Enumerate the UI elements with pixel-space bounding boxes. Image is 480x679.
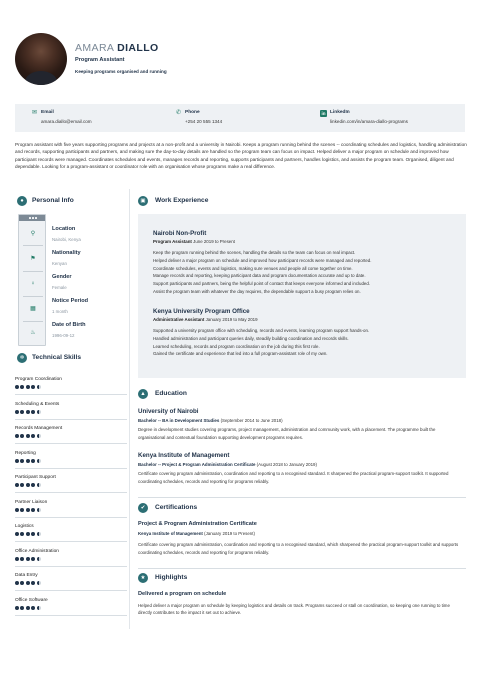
rating-dot	[31, 483, 35, 487]
job-bullet: Handled administration and participant queries daily, steadily building coordination and records skills.	[153, 336, 349, 341]
rating-dot	[15, 532, 19, 536]
skill-divider	[15, 615, 127, 616]
skill-divider	[15, 394, 127, 395]
work-experience-box	[138, 214, 466, 378]
rating-dot	[31, 557, 35, 561]
job-bullet: Supported a university program office with scheduling, records and events, learning program support hands-on.	[153, 328, 370, 334]
job-bullet: Assist the program team with whatever the day requires, the dependable support a busy program relies on.	[153, 288, 361, 294]
job-org: Kenya University Program Office	[153, 308, 250, 315]
rating-dot	[20, 581, 24, 585]
contact-value: linkedin.com/in/amara-diallo-programs	[330, 119, 408, 124]
certifications-title: Certifications	[155, 504, 198, 511]
skill-divider	[15, 419, 127, 420]
skill-name: Records Management	[15, 426, 63, 431]
calendar-icon: ▦	[30, 306, 36, 312]
edu-degree: Bachelor -- Project & Program Administration Certificate	[138, 462, 256, 468]
info-value: Nairobi, Kenya	[52, 236, 81, 242]
edu-school: Kenya Institute of Management	[138, 452, 230, 459]
edu-degree: Bachelor -- BA in Development Studies	[138, 418, 220, 424]
skill-rating	[15, 606, 42, 611]
rating-dot	[15, 410, 19, 414]
skill-item	[15, 402, 127, 408]
certificate-icon: ✔	[138, 503, 148, 513]
personal-info-title: Personal Info	[32, 197, 74, 204]
contact-value: amara.diallo@email.com	[41, 119, 92, 124]
skill-rating	[15, 581, 42, 586]
info-value: 1 month	[52, 308, 68, 314]
linkedin-icon: in	[321, 111, 326, 116]
skill-rating	[15, 532, 42, 537]
rating-dot	[26, 606, 30, 610]
job-bullet: Gained the certificate and experience that led into a full program-assistant role of my own.	[153, 351, 328, 357]
contact-label: Phone	[185, 110, 200, 115]
edu-dates: (August 2018 to January 2019)	[256, 462, 317, 468]
skill-name: Office Administration	[15, 548, 59, 554]
edu-degree-line	[138, 418, 463, 424]
info-label: Date of Birth	[52, 322, 86, 328]
skill-item	[15, 598, 127, 604]
skill-divider	[15, 492, 127, 493]
skill-divider	[15, 443, 127, 444]
work-title: Work Experience	[155, 197, 209, 204]
education-entry	[138, 452, 463, 486]
location-icon: ⚲	[30, 231, 36, 237]
job-dates: June 2019 to Present	[193, 239, 235, 245]
panel-header	[19, 215, 45, 221]
rating-dot	[15, 459, 19, 463]
rating-dot	[26, 532, 30, 536]
certification-entry	[138, 521, 463, 557]
section-divider	[138, 497, 466, 498]
column-divider	[129, 189, 130, 629]
rating-dot	[31, 606, 35, 610]
info-value: 1996-09-12	[52, 332, 75, 338]
job-role-line	[153, 317, 453, 323]
rating-dot	[20, 434, 24, 438]
rating-dot	[15, 606, 19, 610]
skill-rating	[15, 459, 42, 464]
rating-dot	[26, 410, 30, 414]
section-divider	[138, 568, 466, 569]
rating-dot	[31, 581, 35, 585]
rating-dot	[26, 557, 30, 561]
edu-school: University of Nairobi	[138, 408, 199, 415]
skill-item	[15, 475, 127, 481]
first-name: AMARA	[75, 42, 114, 54]
briefcase-icon: ▣	[138, 196, 148, 206]
edu-description: Degree in development studies covering programs, project management, administration and community work, with a placement. The programme built the organisational and contextual foundation supporting development programs requires.	[138, 427, 436, 440]
skill-item	[15, 573, 127, 579]
rating-dot	[20, 508, 24, 512]
info-label: Location	[52, 226, 76, 232]
highlights-title: Highlights	[155, 574, 188, 581]
person-icon: ●	[17, 196, 27, 206]
skill-name: Participant Support	[15, 475, 56, 480]
job-entry	[153, 308, 453, 358]
rating-dot	[31, 385, 35, 389]
skill-rating	[15, 508, 42, 513]
rating-dot	[26, 434, 30, 438]
rating-dot	[37, 606, 41, 610]
rating-dot	[20, 459, 24, 463]
rating-dot	[15, 483, 19, 487]
gender-icon: ♀	[30, 281, 36, 287]
personal-info-panel	[18, 214, 46, 346]
rating-dot	[37, 459, 41, 463]
rating-dot	[20, 385, 24, 389]
skill-name: Office Software	[15, 597, 48, 603]
highlight-description: Helped deliver a major program on schedule by keeping logistics and details on track. Programs succeed or stall on coordination, so keeping one running to time directly contributes to the impact it set out to achieve.	[138, 602, 450, 616]
skill-rating	[15, 410, 42, 415]
cake-icon: ♨	[30, 330, 36, 336]
skill-divider	[15, 541, 127, 542]
skill-item	[15, 377, 127, 383]
skill-name: Partner Liaison	[15, 499, 48, 505]
info-label: Gender	[52, 274, 72, 280]
rating-dot	[20, 606, 24, 610]
skill-item	[15, 500, 127, 506]
skill-name: Scheduling & Events	[15, 401, 60, 407]
contact-label: Email	[41, 110, 54, 115]
edu-degree-line	[138, 462, 463, 468]
star-icon: ★	[138, 573, 148, 583]
education-title: Education	[155, 390, 187, 397]
highlight-name: Delivered a program on schedule	[138, 591, 227, 597]
job-role: Program Assistant	[75, 57, 125, 63]
rating-dot	[20, 557, 24, 561]
rating-dot	[31, 410, 35, 414]
rating-dot	[15, 508, 19, 512]
job-bullets	[153, 249, 453, 295]
rating-dot	[37, 483, 41, 487]
job-bullet: Manage records and reporting, keeping participant data and program documentation accurate and up to date.	[153, 273, 366, 279]
info-gender	[52, 274, 72, 290]
skill-name: Logistics	[15, 524, 34, 529]
info-label: Nationality	[52, 250, 81, 256]
rating-dot	[15, 557, 19, 561]
rating-dot	[15, 385, 19, 389]
skill-divider	[15, 590, 127, 591]
job-entry	[153, 230, 453, 296]
info-value: Kenyan	[52, 260, 67, 266]
last-name: DIALLO	[117, 42, 159, 54]
skill-rating	[15, 483, 42, 488]
skill-item	[15, 451, 127, 457]
contact-bar	[15, 104, 465, 132]
email-icon: ✉	[31, 110, 38, 116]
job-role-title: Administrative Assistant	[153, 317, 205, 323]
rating-dot	[31, 508, 35, 512]
job-bullet: Helped deliver a major program on schedule and improved how participant records were managed and reported.	[153, 258, 372, 263]
tagline: Keeping programs organised and running	[75, 69, 167, 74]
job-dates: January 2019 to May 2019	[205, 317, 258, 323]
job-bullet: Keep the program running behind the scenes, handling the details so the team can focus on real impact.	[153, 250, 356, 256]
skill-rating	[15, 557, 42, 562]
rating-dot	[37, 434, 41, 438]
skill-divider	[15, 517, 127, 518]
rating-dot	[37, 557, 41, 561]
rating-dot	[20, 410, 24, 414]
cert-description: Certificate covering program administration, coordination and reporting to a recognised standard, which sharpened the practical program-support toolkit and supports coordinating schedules, records and reporting for programs reliably.	[138, 542, 459, 556]
rating-dot	[37, 532, 41, 536]
job-bullet: Coordinate schedules, events and logistics, making sure venues and people all come together on time.	[153, 265, 353, 271]
job-bullet: Learned scheduling, records and program coordination on the job during this first role.	[153, 343, 320, 349]
rating-dot	[26, 459, 30, 463]
skill-name: Reporting	[15, 450, 36, 456]
resume-header	[15, 33, 465, 87]
cert-dates: (January 2019 to Present)	[204, 530, 255, 536]
rating-dot	[37, 385, 41, 389]
job-role-title: Program Assistant	[153, 239, 192, 245]
skill-rating	[15, 434, 42, 439]
skill-name: Program Coordination	[15, 377, 62, 382]
rating-dot	[31, 459, 35, 463]
skills-title: Technical Skills	[32, 354, 81, 361]
cert-name: Project & Program Administration Certificate	[138, 521, 257, 527]
skill-divider	[15, 468, 127, 469]
rating-dot	[26, 508, 30, 512]
job-org: Nairobi Non-Profit	[153, 230, 207, 237]
info-value: Female	[52, 284, 67, 290]
rating-dot	[26, 483, 30, 487]
edu-dates: (September 2014 to June 2018)	[220, 418, 283, 424]
candidate-name	[75, 41, 159, 55]
rating-dot	[20, 532, 24, 536]
rating-dot	[31, 434, 35, 438]
avatar	[15, 33, 67, 85]
skill-item	[15, 426, 127, 432]
contact-value: +254 20 555 1344	[185, 119, 223, 124]
job-bullet: Support participants and partners, being the helpful point of contact that keeps everyone informed and included.	[153, 281, 370, 287]
rating-dot	[15, 434, 19, 438]
rating-dot	[26, 385, 30, 389]
graduation-cap-icon: ▲	[138, 389, 148, 399]
info-date-of-birth	[52, 322, 86, 338]
skill-item	[15, 524, 127, 530]
phone-icon: ✆	[175, 110, 182, 116]
skill-name: Data Entry	[15, 573, 38, 578]
summary: Program assistant with five years supporting programs and projects at a non-profit and a university in Nairobi. Keeps a program running behind the scenes -- coordinating schedules and logistics, handling administration and records, supporting participants and partners, and making sure the day-to-day details are handled so the program team can focus on impact. Helped deliver a major program on schedule and improved how participant records were managed. Coordinates schedules and events, manages records and reporting, supports participants and partners, handles logistics, and assists the program team. Organised, diligent and dependable. Looking for a program-assistant or coordinator role with an organisation whose programs make a real difference.	[15, 142, 467, 169]
info-notice-period	[52, 298, 88, 314]
info-nationality	[52, 250, 81, 266]
education-entry	[138, 408, 463, 442]
rating-dot	[26, 581, 30, 585]
skill-rating	[15, 385, 42, 390]
cert-issuer: Kenya Institute of Management	[138, 530, 203, 536]
job-bullets	[153, 327, 453, 358]
skill-divider	[15, 566, 127, 567]
rating-dot	[15, 581, 19, 585]
info-location	[52, 226, 81, 242]
edu-description: Certificate covering program administration, coordination and reporting to a recognised standard. It sharpened the practical program-support toolkit. It supported coordinating schedules, records and reporting for programs reliably.	[138, 471, 449, 484]
cert-issuer-line	[138, 531, 463, 537]
skill-item	[15, 549, 127, 555]
highlight-entry	[138, 591, 463, 617]
gear-icon: ✲	[17, 353, 27, 363]
rating-dot	[37, 410, 41, 414]
rating-dot	[31, 532, 35, 536]
job-role-line	[153, 239, 453, 245]
rating-dot	[37, 581, 41, 585]
contact-label: LinkedIn	[330, 110, 350, 115]
rating-dot	[37, 508, 41, 512]
flag-icon: ⚑	[30, 256, 36, 262]
rating-dot	[20, 483, 24, 487]
info-label: Notice Period	[52, 298, 89, 304]
